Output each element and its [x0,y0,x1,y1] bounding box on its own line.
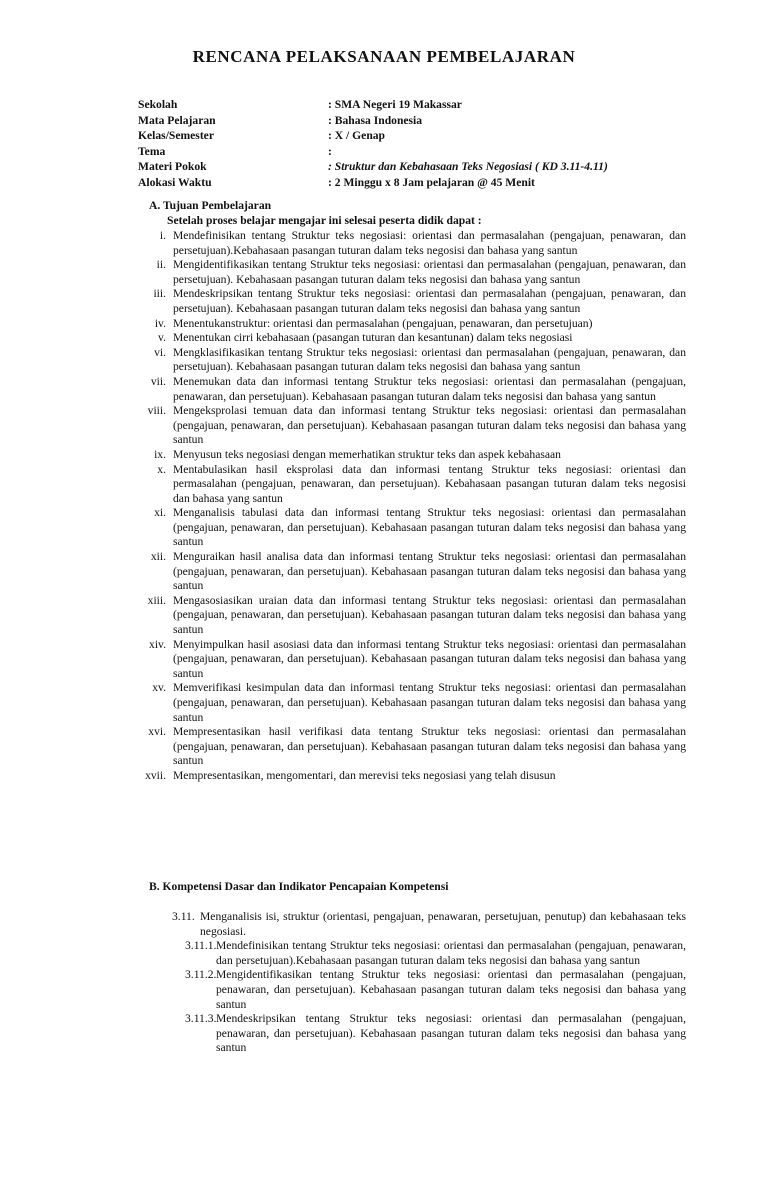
document-title: RENCANA PELAKSANAAN PEMBELAJARAN [192,47,576,66]
indicator-item [185,939,686,968]
identity-row [138,98,698,114]
basic-competency [172,910,686,939]
list-item-number: xi. [154,506,166,520]
list-item-number: vii. [150,374,166,388]
list-item [110,550,686,594]
list-item [110,681,686,725]
identity-label: Kelas/Semester [138,129,214,143]
list-item [110,287,686,316]
list-item-text: Menentukanstruktur: orientasi dan permasalahan (pengajuan, penawaran, dan persetujuan) [173,316,593,330]
identity-value: : [328,144,332,158]
identity-value: : Bahasa Indonesia [328,113,423,127]
list-item [110,317,686,332]
list-item [110,463,686,507]
objectives-list [110,229,686,784]
identity-label: Tema [138,144,166,158]
list-item-number: viii. [147,404,166,418]
list-item-number: vi. [154,345,166,359]
list-item-number: i. [159,229,166,242]
list-item [110,725,686,769]
list-item-number: xii. [150,550,166,564]
indicator-list [185,939,686,1056]
list-item-number: xv. [152,681,166,695]
list-item [110,258,686,287]
indicator-item [185,968,686,1012]
list-item-text: Menganalisis tabulasi data dan informasi tentang Struktur teks negosiasi: orientasi dan permasalahan (pengajuan, penawaran, dan persetujuan). Kebahasaan pasangan tuturan dalam teks negosisi dan bahasa yang santun [173,506,686,549]
list-item-text: Mengasosiasikan uraian data dan informasi tentang Struktur teks negosiasi: orientasi dan permasalahan (pengajuan, penawaran, dan persetujuan). Kebahasaan pasangan tuturan dalam teks negosisi dan bahasa yang santun [173,593,686,637]
identity-row [138,114,698,130]
list-item [110,404,686,448]
list-item-number: xiv. [149,637,166,651]
indicator-number: 3.11.1. [185,939,217,953]
list-item [110,346,686,375]
list-item [110,229,686,258]
list-item-text: Menyusun teks negosiasi dengan memerhatikan struktur teks dan aspek kebahasaan [173,447,561,461]
identity-row [138,129,698,145]
indicator-number: 3.11.2. [185,968,217,982]
identity-value: : 2 Minggu x 8 Jam pelajaran @ 45 Menit [328,175,535,189]
identity-label: Alokasi Waktu [138,175,212,189]
indicator-text: Mendefinisikan tentang Struktur teks negosiasi: orientasi dan permasalahan (pengajuan, penawaran, dan persetujuan).Kebahasaan pasangan tuturan dalam teks negosisi dan bahasa yang santun [216,939,686,967]
list-item-number: v. [158,331,166,345]
indicator-text: Mengidentifikasikan tentang Struktur teks negosiasi: orientasi dan permasalahan (pengajuan, penawaran, dan persetujuan). Kebahasaan pasangan tuturan dalam teks negosisi dan bahasa yang santun [216,968,686,1011]
list-item-text: Mengeksprolasi temuan data dan informasi tentang Struktur teks negosiasi: orientasi dan permasalahan (pengajuan, penawaran, dan persetujuan). Kebahasaan pasangan tuturan dalam teks negosisi dan bahasa yang santun [173,404,686,447]
list-item-text: Mendefinisikan tentang Struktur teks negosiasi: orientasi dan permasalahan (pengajuan, penawaran, dan persetujuan).Kebahasaan pasangan tuturan dalam teks negosisi dan bahasa yang santun [173,229,686,257]
list-item-text: Memverifikasi kesimpulan data dan informasi tentang Struktur teks negosiasi: orientasi dan permasalahan (pengajuan, penawaran, dan persetujuan). Kebahasaan pasangan tuturan dalam teks negosisi dan bahasa yang santun [173,681,686,724]
identity-label: Sekolah [138,98,178,111]
list-item-text: Menemukan data dan informasi tentang Struktur teks negosiasi: orientasi dan permasalahan (pengajuan, penawaran, dan persetujuan). Kebahasaan pasangan tuturan dalam teks negosisi dan bahasa yang santun [173,374,686,403]
indicator-text: Mendeskripsikan tentang Struktur teks negosiasi: orientasi dan permasalahan (pengajuan, penawaran, dan persetujuan). Kebahasaan pasangan tuturan dalam teks negosisi dan bahasa yang santun [216,1012,686,1055]
list-item-text: Mempresentasikan hasil verifikasi data tentang Struktur teks negosiasi: orientasi dan permasalahan (pengajuan, penawaran, dan persetujuan). Kebahasaan pasangan tuturan dalam teks negosisi dan bahasa yang santun [173,725,686,768]
competency-block [172,910,686,1056]
list-item-text: Mempresentasikan, mengomentari, dan merevisi teks negosiasi yang telah disusun [173,768,556,782]
list-item-text: Menguraikan hasil analisa data dan informasi tentang Struktur teks negosiasi: orientasi dan permasalahan (pengajuan, penawaran, dan persetujuan). Kebahasaan pasangan tuturan dalam teks negosisi dan bahasa yang santun [173,550,686,593]
list-item-number: iii. [153,287,166,301]
list-item [110,506,686,550]
section-b-heading: B. Kompetensi Dasar dan Indikator Pencapaian Kompetensi [149,880,449,893]
list-item [110,375,686,404]
list-item-number: xvii. [145,768,166,782]
list-item-number: ix. [154,447,166,461]
list-item-text: Mendeskripsikan tentang Struktur teks negosiasi: orientasi dan permasalahan (pengajuan, penawaran, dan persetujuan). Kebahasaan pasangan tuturan dalam teks negosisi dan bahasa yang santun [173,287,686,315]
list-item-text: Mengidentifikasikan tentang Struktur teks negosiasi: orientasi dan permasalahan (pengajuan, penawaran, dan persetujuan). Kebahasaan pasangan tuturan dalam teks negosisi dan bahasa yang santun [173,258,686,286]
list-item [110,594,686,638]
identity-label: Materi Pokok [138,160,207,174]
identity-row [138,176,698,192]
identity-label: Mata Pelajaran [138,113,216,127]
list-item [110,448,686,463]
list-item-number: iv. [154,316,166,330]
list-item [110,769,686,784]
list-item-number: x. [157,462,166,476]
list-item [110,331,686,346]
section-a-intro: Setelah proses belajar mengajar ini selesai peserta didik dapat : [167,214,482,227]
identity-value: : SMA Negeri 19 Makassar [328,98,462,111]
list-item-number: xvi. [148,725,166,739]
identity-row [138,160,698,176]
identity-row [138,145,698,161]
list-item [110,638,686,682]
identity-table [138,98,698,192]
list-item-text: Mentabulasikan hasil eksprolasi data dan informasi tentang Struktur teks negosiasi: orientasi dan permasalahan (pengajuan, penawaran, dan persetujuan). Kebahasaan pasangan tuturan dalam teks negosisi dan bahasa yang santun [173,462,686,505]
competency-text: Menganalisis isi, struktur (orientasi, pengajuan, penawaran, persetujuan, penutup) dan kebahasaan teks negosiasi. [200,910,686,938]
indicator-item [185,1012,686,1056]
identity-value: : X / Genap [328,129,386,143]
list-item-text: Menyimpulkan hasil asosiasi data dan informasi tentang Struktur teks negosiasi: orientasi dan permasalahan (pengajuan, penawaran, dan persetujuan). Kebahasaan pasangan tuturan dalam teks negosisi dan bahasa yang santun [173,637,686,680]
list-item-number: xiii. [147,593,166,607]
list-item-number: ii. [156,258,166,272]
list-item-text: Menentukan cirri kebahasaan (pasangan tuturan dan kesantunan) dalam teks negosiasi [173,331,573,345]
indicator-number: 3.11.3. [185,1012,217,1026]
competency-number: 3.11. [172,910,195,923]
identity-value: : Struktur dan Kebahasaan Teks Negosiasi ( KD 3.11-4.11) [328,160,608,174]
list-item-text: Mengklasifikasikan tentang Struktur teks negosiasi: orientasi dan permasalahan (pengajuan, penawaran, dan persetujuan). Kebahasaan pasangan tuturan dalam teks negosisi dan bahasa yang santun [173,345,686,374]
section-a-heading: A. Tujuan Pembelajaran [149,199,272,212]
